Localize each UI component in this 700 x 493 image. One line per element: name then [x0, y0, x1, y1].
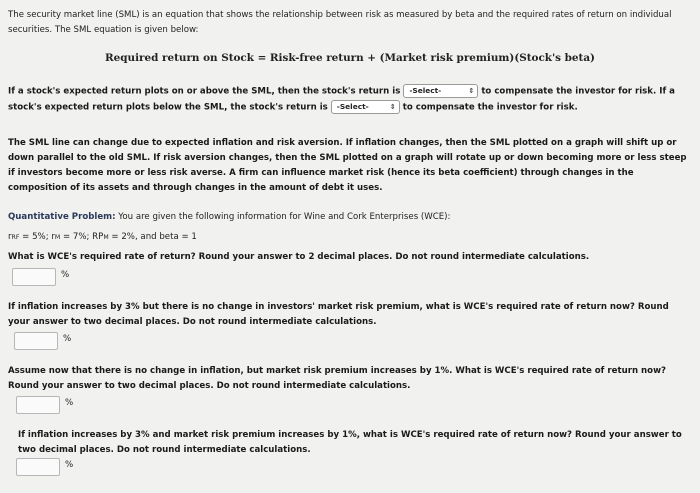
rm-subscript: M — [54, 234, 61, 241]
para-text-2: to compensate the investor for risk. If a stock's expected return plots below the SML, the stock's return is — [8, 86, 675, 112]
percent-unit-4: % — [65, 460, 74, 470]
problem-intro — [8, 210, 690, 225]
select-value-2: -Select- — [336, 101, 369, 111]
rpm-symbol: RP — [92, 232, 104, 242]
para-text-3: to compensate the investor for risk. — [402, 102, 578, 112]
select-value-1: -Select- — [409, 86, 442, 95]
percent-unit-2: % — [63, 334, 72, 344]
rrf-subscript: RF — [11, 234, 20, 241]
intro-text: The security market line (SML) is an equation that shows the relationship between risk as measured by beta and the required rates of return on individual securities. The SML equation is given below: — [8, 10, 672, 35]
percent-unit-1: % — [61, 270, 70, 280]
rpm-subscript: M — [103, 234, 109, 241]
problem-text: You are given the following information for Wine and Cork Enterprises (WCE): — [118, 212, 451, 222]
rpm-value: = 2%, and beta = 1 — [108, 232, 197, 242]
select-above-sml[interactable] — [403, 84, 478, 98]
answer-input-1[interactable] — [12, 268, 56, 286]
answer-input-2[interactable] — [14, 332, 58, 350]
answer-input-4[interactable] — [16, 458, 60, 476]
question-2-text: If inflation increases by 3% but there is no change in investors' market risk premium, what is WCE's required rate of return now? Round your answer to two decimal places. Do not round intermediate calculations. — [8, 302, 669, 327]
sml-changes-text: The SML line can change due to expected inflation and risk aversion. If inflation changes, then the SML plotted on a graph will shift up or down parallel to the old SML. If risk aversion changes, then the SML plotted on a graph will rotate up or down becoming more or less steep if investors become more or less risk averse. A firm can influence market risk (hence its beta coefficient) through changes in the composition of its assets and through changes in the amount of debt it uses. — [8, 138, 687, 193]
rm-symbol: r — [51, 232, 55, 242]
rrf-value: = 5%; — [19, 232, 52, 242]
rm-value: = 7%; — [60, 232, 93, 242]
sml-equation: Required return on Stock = Risk-free return + (Market risk premium)(Stock's beta) — [105, 52, 595, 64]
question-3-text: Assume now that there is no change in inflation, but market risk premium increases by 1%. What is WCE's required rate of return now? Round your answer to two decimal places. Do not round intermediate calculations. — [8, 366, 667, 391]
question-1-text: What is WCE's required rate of return? Round your answer to 2 decimal places. Do not round intermediate calculations. — [8, 252, 590, 262]
rrf-symbol: r — [8, 232, 12, 242]
para-text-1: If a stock's expected return plots on or above the SML, then the stock's return is — [8, 86, 401, 97]
para-above-sml — [8, 84, 690, 115]
select-arrows-icon: ⇕ — [468, 87, 475, 95]
select-below-sml[interactable] — [331, 100, 400, 114]
select-arrows-icon: ⇕ — [389, 102, 396, 111]
problem-label: Quantitative Problem: — [8, 212, 116, 222]
answer-input-3[interactable] — [16, 396, 60, 414]
problem-givens — [8, 230, 690, 245]
percent-unit-3: % — [65, 398, 74, 408]
question-4-text: If inflation increases by 3% and market risk premium increases by 1%, what is WCE's required rate of return now? Round your answer to two decimal places. Do not round intermediate calculations. — [18, 430, 682, 455]
